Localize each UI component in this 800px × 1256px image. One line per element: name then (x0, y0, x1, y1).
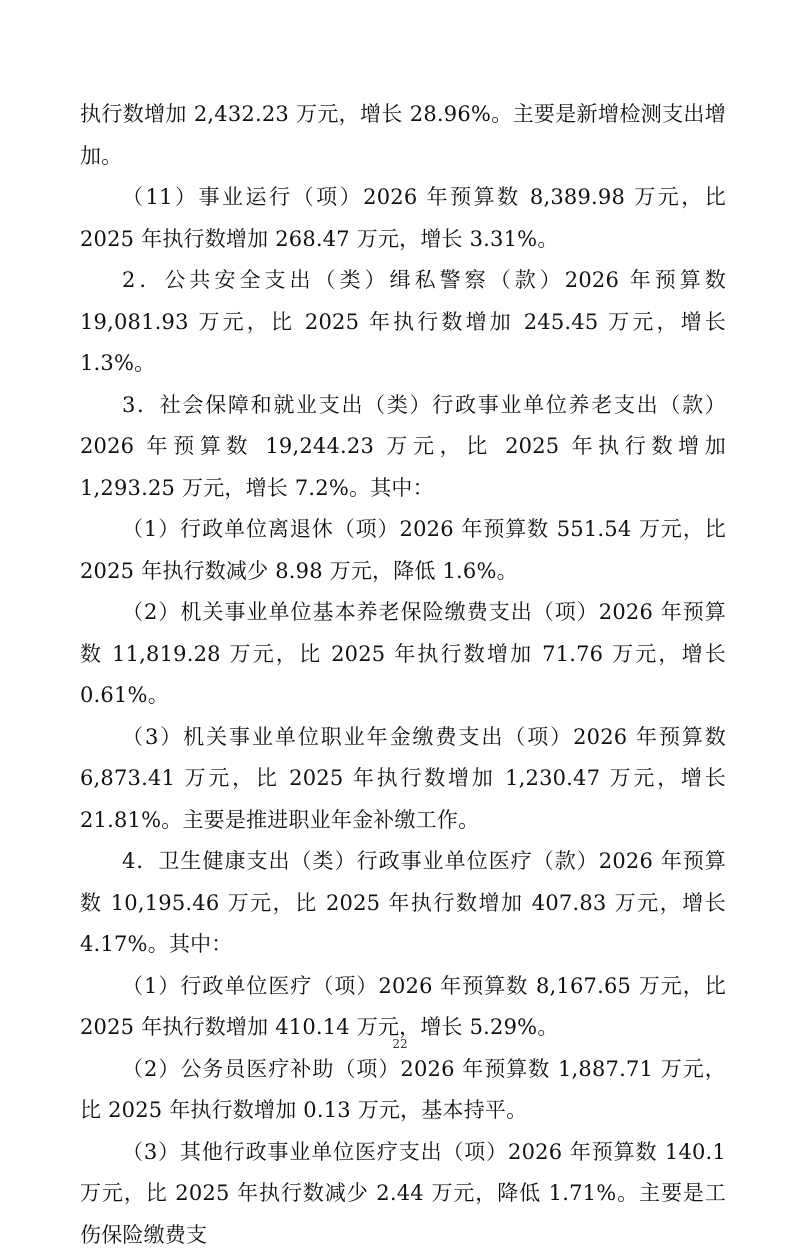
paragraph-other-medical: （3）其他行政事业单位医疗支出（项）2026 年预算数 140.1 万元，比 2025 年执行数减少 2.44 万元，降低 1.71%。主要是工伤保险缴费支 (80, 1132, 726, 1256)
paragraph-occupational-annuity: （3）机关事业单位职业年金缴费支出（项）2026 年预算数 6,873.41 万元，比 2025 年执行数增加 1,230.47 万元，增长 21.81%。主要是推进职业年金补缴工作。 (80, 717, 726, 842)
paragraph-admin-medical: （1）行政单位医疗（项）2026 年预算数 8,167.65 万元，比 2025 年执行数增加 410.14 万元，增长 5.29%。 (80, 966, 726, 1049)
paragraph-social-security: 3．社会保障和就业支出（类）行政事业单位养老支出（款）2026 年预算数 19,244.23 万元，比 2025 年执行数增加 1,293.25 万元，增长 7.2%。其中： (80, 385, 726, 510)
paragraph-public-security: 2．公共安全支出（类）缉私警察（款）2026 年预算数 19,081.93 万元，比 2025 年执行数增加 245.45 万元，增长 1.3%。 (80, 260, 726, 385)
paragraph-civil-servant-medical: （2）公务员医疗补助（项）2026 年预算数 1,887.71 万元，比 2025 年执行数增加 0.13 万元，基本持平。 (80, 1049, 726, 1132)
paragraph-continuation: 执行数增加 2,432.23 万元，增长 28.96%。主要是新增检测支出增加。 (80, 94, 726, 177)
page-number: 22 (0, 1037, 800, 1051)
paragraph-retirement: （1）行政单位离退休（项）2026 年预算数 551.54 万元，比 2025 年执行数减少 8.98 万元，降低 1.6%。 (80, 509, 726, 592)
paragraph-health: 4．卫生健康支出（类）行政事业单位医疗（款）2026 年预算数 10,195.46 万元，比 2025 年执行数增加 407.83 万元，增长 4.17%。其中： (80, 841, 726, 966)
document-body (80, 94, 726, 1256)
paragraph-basic-pension: （2）机关事业单位基本养老保险缴费支出（项）2026 年预算数 11,819.28 万元，比 2025 年执行数增加 71.76 万元，增长 0.61%。 (80, 592, 726, 717)
paragraph-item-11-operations: （11）事业运行（项）2026 年预算数 8,389.98 万元，比 2025 年执行数增加 268.47 万元，增长 3.31%。 (80, 177, 726, 260)
